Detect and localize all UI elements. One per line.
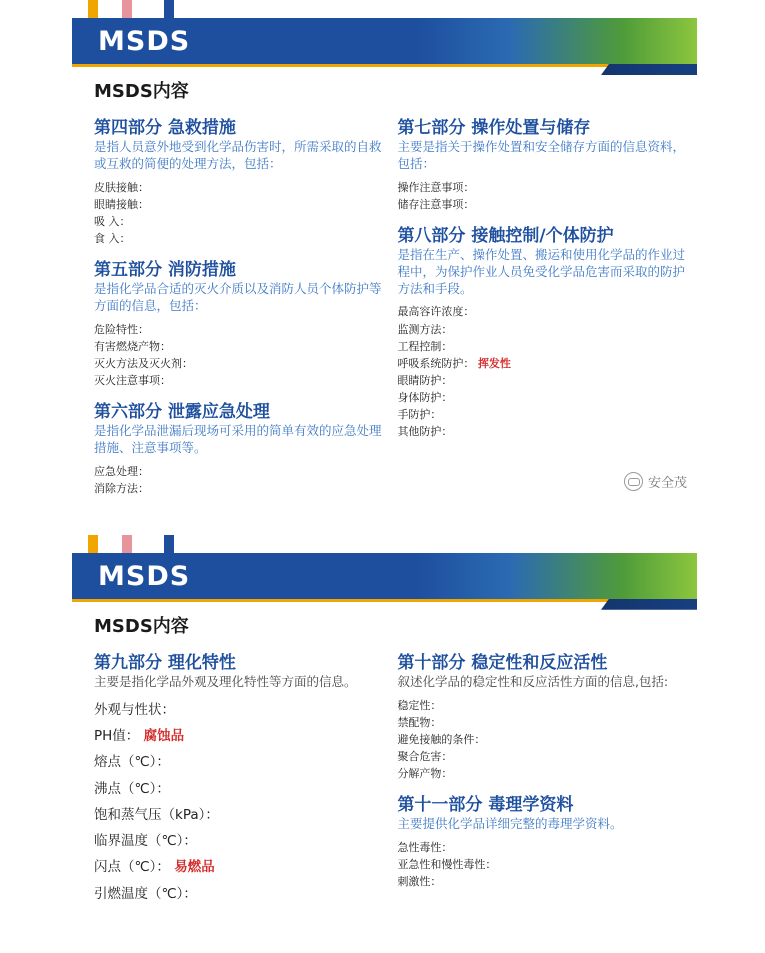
slide-title-1: MSDS	[98, 26, 191, 57]
part-description: 主要是指化学品外观及理化特性等方面的信息。	[94, 673, 357, 689]
slide-header-1	[72, 18, 697, 64]
list-item-value: 易燃品	[174, 859, 215, 876]
watermark	[624, 472, 687, 491]
list-item: 急性毒性：	[397, 840, 453, 854]
list-item: 刺激性：	[397, 874, 442, 888]
part-heading: 第四部分 急救措施	[94, 118, 236, 138]
part-heading: 第九部分 理化特性	[94, 652, 236, 673]
slide-content-1	[72, 67, 697, 497]
list-item: 皮肤接触：	[94, 180, 149, 194]
part-item-list	[397, 303, 686, 439]
block-part-10	[397, 648, 686, 782]
list-item-value: 挥发性	[477, 356, 511, 370]
part-item-list	[397, 179, 686, 213]
list-item: 食 入：	[94, 231, 131, 245]
top-color-bars	[88, 535, 688, 553]
list-item: 应急处理：	[94, 464, 149, 478]
list-item-label: 呼吸系统防护：	[397, 356, 475, 370]
block-part-6	[94, 397, 383, 497]
block-part-9	[94, 648, 383, 907]
list-item: 储存注意事项：	[397, 197, 475, 211]
list-item: 聚合危害：	[397, 749, 453, 763]
part-description: 主要提供化学品详细完整的毒理学资料。	[397, 815, 623, 831]
part-description: 是指人员意外地受到化学品伤害时，所需采取的自救或互救的简便的处理方法，包括：	[94, 139, 382, 171]
list-item: 亚急性和慢性毒性：	[397, 857, 497, 871]
part-heading: 第六部分 泄露应急处理	[94, 401, 270, 422]
slide-separator	[0, 497, 765, 535]
list-item: 灭火注意事项：	[94, 373, 171, 387]
list-item-label: PH值：	[94, 727, 140, 744]
slide-2	[0, 535, 765, 907]
part-description: 是指化学品泄漏后现场可采用的简单有效的应急处理措施、注意事项等。	[94, 422, 382, 455]
part-description: 叙述化学品的稳定性和反应活性方面的信息,包括:	[397, 673, 669, 689]
color-bar-blue	[164, 0, 174, 18]
page-title: MSDS内容	[94, 615, 189, 637]
list-item: 其他防护：	[397, 424, 453, 438]
list-item-with-value	[397, 355, 686, 372]
list-item: 工程控制：	[397, 339, 453, 353]
color-bar-pink	[122, 0, 132, 18]
block-part-11	[397, 790, 686, 890]
part-item-list	[94, 179, 383, 247]
list-item: 稳定性：	[397, 698, 442, 712]
watermark-label: 安全茂	[647, 475, 687, 491]
part-description: 主要是指关于操作处置和安全储存方面的信息资料，包括：	[397, 139, 685, 171]
list-item: 引燃温度（℃）：	[94, 885, 197, 902]
list-item: 消除方法：	[94, 481, 149, 495]
list-item: 分解产物：	[397, 766, 453, 780]
list-item: 临界温度（℃）：	[94, 833, 197, 850]
list-item: 危险特性：	[94, 322, 149, 336]
list-item: 避免接触的条件：	[397, 732, 486, 746]
right-column	[397, 640, 686, 907]
list-item-with-value	[94, 723, 383, 749]
block-part-7	[397, 113, 686, 213]
wechat-icon	[624, 472, 643, 491]
slide-title-2: MSDS	[98, 560, 191, 592]
list-item: 有害燃烧产物：	[94, 339, 171, 353]
block-part-4	[94, 113, 383, 247]
list-item-label: 闪点（℃）：	[94, 859, 170, 876]
part-description: 是指化学品合适的灭火介质以及消防人员个体防护等方面的信息，包括：	[94, 280, 382, 313]
part-item-list	[397, 697, 686, 782]
list-item-with-value	[94, 854, 383, 880]
top-color-bars	[88, 0, 688, 18]
slide-header-2	[72, 553, 697, 599]
two-column-layout	[72, 105, 697, 497]
left-column	[94, 640, 383, 907]
list-item: 灭火方法及灭火剂：	[94, 356, 193, 370]
part-item-list	[94, 697, 383, 908]
list-item: 熔点（℃）：	[94, 754, 170, 771]
list-item: 身体防护：	[397, 390, 453, 404]
list-item-value: 腐蚀品	[143, 727, 185, 744]
part-item-list	[94, 321, 383, 389]
part-heading: 第七部分 操作处置与储存	[397, 118, 591, 138]
two-column-layout	[72, 640, 697, 907]
list-item: 手防护：	[397, 407, 442, 421]
color-bar-orange	[88, 0, 98, 18]
list-item: 外观与性状：	[94, 701, 175, 718]
part-description: 是指在生产、操作处置、搬运和使用化学品的作业过程中，为保护作业人员免受化学品危害而采取的防护方法和手段。	[397, 246, 685, 296]
block-part-8	[397, 221, 686, 440]
color-bar-pink	[122, 535, 132, 553]
block-part-5	[94, 255, 383, 389]
part-heading: 第八部分 接触控制/个体防护	[397, 225, 614, 246]
slide-content-2	[72, 602, 697, 907]
right-column	[397, 105, 686, 497]
page-title: MSDS内容	[94, 81, 189, 102]
color-bar-blue	[164, 535, 174, 553]
list-item: 监测方法：	[397, 322, 453, 336]
left-column	[94, 105, 383, 497]
part-heading: 第十一部分 毒理学资料	[397, 794, 574, 815]
part-heading: 第五部分 消防措施	[94, 259, 236, 280]
list-item: 禁配物：	[397, 715, 442, 729]
part-heading: 第十部分 稳定性和反应活性	[397, 652, 608, 673]
list-item: 饱和蒸气压（kPa）：	[94, 806, 219, 823]
part-item-list	[94, 463, 383, 497]
part-item-list	[397, 839, 686, 890]
list-item: 沸点（℃）：	[94, 780, 170, 797]
list-item: 吸 入：	[94, 214, 131, 228]
list-item: 眼睛接触：	[94, 197, 149, 211]
color-bar-orange	[88, 535, 98, 553]
list-item: 最高容许浓度：	[397, 305, 475, 319]
list-item: 操作注意事项：	[397, 180, 475, 194]
list-item: 眼睛防护：	[397, 373, 453, 387]
